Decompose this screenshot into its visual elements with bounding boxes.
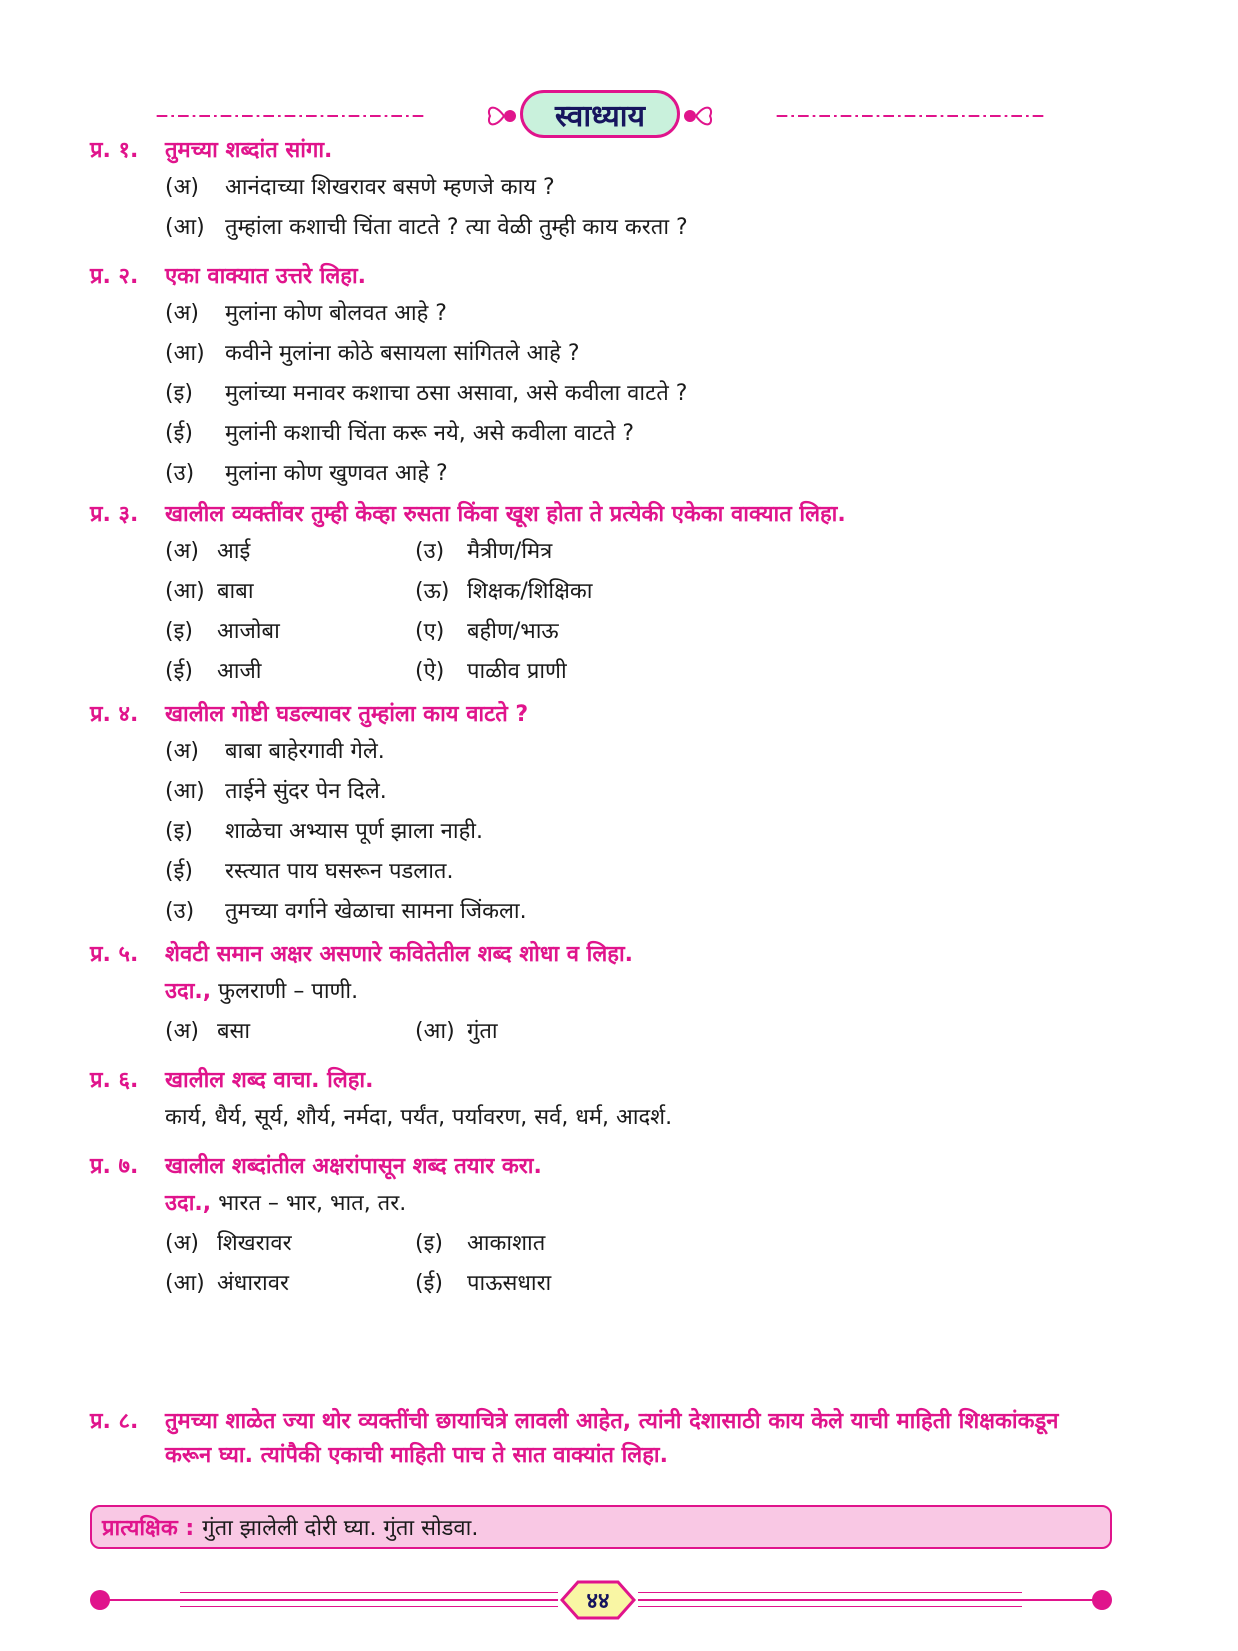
item-text: पाळीव प्राणी bbox=[467, 659, 567, 684]
answer-grid bbox=[165, 532, 846, 692]
list-item bbox=[165, 892, 528, 932]
item-text: बाबा bbox=[217, 579, 254, 604]
question-title: तुमच्या शब्दांत सांगा. bbox=[165, 138, 333, 163]
answer-grid bbox=[165, 1224, 715, 1304]
item-text: अंधारावर bbox=[217, 1271, 289, 1296]
list-item bbox=[165, 454, 687, 494]
question-2 bbox=[90, 260, 687, 494]
item-text: ताईने सुंदर पेन दिले. bbox=[225, 779, 387, 804]
question-3 bbox=[90, 498, 846, 692]
section-title: स्वाध्याय bbox=[555, 98, 645, 134]
item-text: कवीने मुलांना कोठे बसायला सांगितले आहे ? bbox=[225, 341, 580, 366]
footer-line bbox=[180, 1606, 558, 1607]
footer-dot-right-icon bbox=[1092, 1590, 1112, 1610]
item-label: (ई) bbox=[165, 659, 193, 684]
list-item bbox=[165, 294, 687, 334]
question-title: खालील शब्दांतील अक्षरांपासून शब्द तयार करा. bbox=[165, 1154, 542, 1179]
answer-grid bbox=[165, 1012, 715, 1052]
item-label: (आ) bbox=[165, 579, 205, 604]
question-number: प्र. ५. bbox=[90, 942, 139, 967]
activity-text: गुंता झालेली दोरी घ्या. गुंता सोडवा. bbox=[202, 1516, 479, 1541]
item-text: गुंता bbox=[467, 1019, 498, 1044]
list-item bbox=[165, 1224, 415, 1264]
footer-line bbox=[638, 1606, 1022, 1607]
item-label: (अ) bbox=[165, 739, 199, 764]
list-item bbox=[165, 1264, 415, 1304]
item-text: पाऊसधारा bbox=[467, 1271, 552, 1296]
item-text: आकाशात bbox=[467, 1231, 546, 1256]
list-item bbox=[415, 532, 715, 572]
item-text: बसा bbox=[217, 1019, 251, 1044]
section-title-pill bbox=[520, 90, 680, 138]
question-number: प्र. ६. bbox=[90, 1068, 139, 1093]
question-title: खालील व्यक्तींवर तुम्ही केव्हा रुसता किंवा खूश होता ते प्रत्येकी एकेका वाक्यात लिहा. bbox=[165, 502, 846, 527]
list-item bbox=[165, 334, 687, 374]
example-label: उदा., bbox=[165, 979, 212, 1004]
item-label: (उ) bbox=[165, 899, 195, 924]
list-item bbox=[165, 612, 415, 652]
item-label: (अ) bbox=[165, 301, 199, 326]
item-label: (आ) bbox=[415, 1019, 455, 1044]
item-label: (आ) bbox=[165, 779, 205, 804]
question-7 bbox=[90, 1150, 715, 1304]
list-item bbox=[165, 532, 415, 572]
list-item bbox=[165, 414, 687, 454]
question-6 bbox=[90, 1064, 672, 1138]
list-item bbox=[165, 652, 415, 692]
list-item bbox=[165, 1012, 415, 1052]
list-item bbox=[165, 374, 687, 414]
footer-line bbox=[638, 1592, 1022, 1593]
list-item bbox=[165, 208, 688, 248]
item-label: (ए) bbox=[415, 619, 445, 644]
question-number: प्र. २. bbox=[90, 264, 139, 289]
item-label: (उ) bbox=[165, 461, 195, 486]
question-number: प्र. ४. bbox=[90, 702, 139, 727]
answer-list bbox=[165, 168, 688, 248]
item-text: शिक्षक/शिक्षिका bbox=[467, 579, 593, 604]
item-label: (अ) bbox=[165, 1231, 199, 1256]
item-label: (ई) bbox=[165, 859, 193, 884]
question-8 bbox=[90, 1405, 1112, 1473]
flourish-left-icon bbox=[480, 96, 520, 136]
question-title: खालील शब्द वाचा. लिहा. bbox=[165, 1068, 374, 1093]
word-list: कार्य, धैर्य, सूर्य, शौर्य, नर्मदा, पर्यंत, पर्यावरण, सर्व, धर्म, आदर्श. bbox=[165, 1105, 673, 1130]
footer-line bbox=[180, 1592, 558, 1593]
list-item bbox=[165, 572, 415, 612]
item-text: शाळेचा अभ्यास पूर्ण झाला नाही. bbox=[225, 819, 483, 844]
item-label: (ई) bbox=[415, 1271, 443, 1296]
list-item bbox=[415, 652, 715, 692]
item-label: (आ) bbox=[165, 341, 205, 366]
item-text: तुमच्या वर्गाने खेळाचा सामना जिंकला. bbox=[225, 899, 527, 924]
list-item bbox=[165, 168, 688, 208]
answer-list bbox=[165, 294, 687, 494]
item-text: मैत्रीण/मित्र bbox=[467, 539, 553, 564]
page-number-badge bbox=[558, 1580, 638, 1620]
item-label: (इ) bbox=[165, 819, 193, 844]
item-text: आजोबा bbox=[217, 619, 280, 644]
footer bbox=[90, 1580, 1112, 1620]
example-text: फुलराणी – पाणी. bbox=[218, 979, 359, 1004]
item-text: मुलांनी कशाची चिंता करू नये, असे कवीला वाटते ? bbox=[225, 421, 635, 446]
item-text: तुम्हांला कशाची चिंता वाटते ? त्या वेळी तुम्ही काय करता ? bbox=[225, 215, 688, 240]
question-title: शेवटी समान अक्षर असणारे कवितेतील शब्द शोधा व लिहा. bbox=[165, 942, 634, 967]
question-number: प्र. ८. bbox=[90, 1409, 139, 1434]
item-label: (उ) bbox=[415, 539, 445, 564]
question-number: प्र. ७. bbox=[90, 1154, 139, 1179]
item-label: (इ) bbox=[415, 1231, 443, 1256]
item-text: मुलांच्या मनावर कशाचा ठसा असावा, असे कवीला वाटते ? bbox=[225, 381, 688, 406]
list-item bbox=[415, 1224, 715, 1264]
question-title: एका वाक्यात उत्तरे लिहा. bbox=[165, 264, 367, 289]
item-label: (इ) bbox=[165, 381, 193, 406]
item-label: (ऊ) bbox=[415, 579, 450, 604]
item-text: मुलांना कोण खुणवत आहे ? bbox=[225, 461, 448, 486]
list-item bbox=[415, 612, 715, 652]
list-item bbox=[165, 772, 528, 812]
list-item bbox=[165, 852, 528, 892]
item-text: आई bbox=[217, 539, 251, 564]
item-label: (अ) bbox=[165, 539, 199, 564]
answer-list bbox=[165, 732, 528, 932]
item-label: (अ) bbox=[165, 1019, 199, 1044]
example-line bbox=[165, 1184, 715, 1224]
item-text: बाबा बाहेरगावी गेले. bbox=[225, 739, 385, 764]
item-label: (ई) bbox=[165, 421, 193, 446]
item-label: (ऐ) bbox=[415, 659, 445, 684]
list-item bbox=[415, 1264, 715, 1304]
example-line bbox=[165, 972, 715, 1012]
footer-line bbox=[100, 1599, 558, 1601]
item-label: (आ) bbox=[165, 215, 205, 240]
example-label: उदा., bbox=[165, 1191, 212, 1216]
question-number: प्र. १. bbox=[90, 138, 139, 163]
header-decor-line-left bbox=[90, 114, 490, 118]
item-text: आजी bbox=[217, 659, 262, 684]
item-text: आनंदाच्या शिखरावर बसणे म्हणजे काय ? bbox=[225, 175, 555, 200]
list-item bbox=[415, 1012, 715, 1052]
activity-box bbox=[90, 1505, 1112, 1549]
list-item bbox=[415, 572, 715, 612]
page-number: ४४ bbox=[586, 1589, 610, 1614]
example-text: भारत – भार, भात, तर. bbox=[218, 1191, 407, 1216]
activity-label: प्रात्यक्षिक : bbox=[102, 1516, 195, 1541]
list-item bbox=[165, 812, 528, 852]
question-title: खालील गोष्टी घडल्यावर तुम्हांला काय वाटते ? bbox=[165, 702, 529, 727]
item-label: (अ) bbox=[165, 175, 199, 200]
footer-line bbox=[638, 1599, 1102, 1601]
item-label: (आ) bbox=[165, 1271, 205, 1296]
question-number: प्र. ३. bbox=[90, 502, 139, 527]
item-text: मुलांना कोण बोलवत आहे ? bbox=[225, 301, 447, 326]
list-item bbox=[165, 732, 528, 772]
question-title: तुमच्या शाळेत ज्या थोर व्यक्तींची छायाचित्रे लावली आहेत, त्यांनी देशासाठी काय केले याची माहिती शिक्षकांकडून करून घ्या. त्यांपैकी एकाची माहिती पाच ते सात वाक्यांत लिहा. bbox=[165, 1409, 1059, 1468]
question-5 bbox=[90, 938, 715, 1052]
header-decor-line-right bbox=[710, 114, 1110, 118]
item-text: शिखरावर bbox=[217, 1231, 292, 1256]
question-1 bbox=[90, 134, 688, 248]
question-4 bbox=[90, 698, 528, 932]
item-text: बहीण/भाऊ bbox=[467, 619, 559, 644]
item-text: रस्त्यात पाय घसरून पडलात. bbox=[225, 859, 454, 884]
item-label: (इ) bbox=[165, 619, 193, 644]
